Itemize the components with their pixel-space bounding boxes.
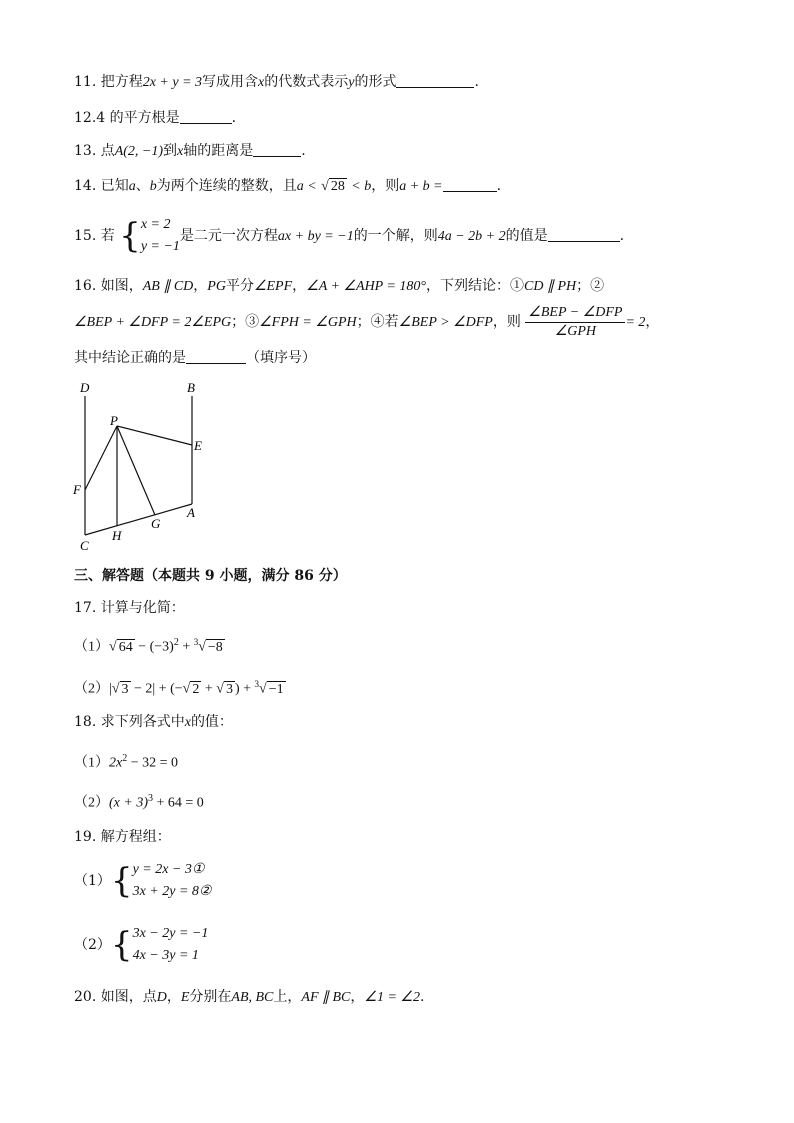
question-text: 的形式 [354, 74, 397, 90]
part-number: （2） [74, 681, 109, 697]
label-A: A [187, 505, 195, 520]
question-19-part-1 [74, 856, 211, 906]
radical-sign: √ [109, 639, 117, 655]
question-text: ，下列结论：① [426, 278, 525, 294]
question-16 [74, 276, 604, 297]
angle: ∠EPF [253, 279, 293, 294]
label-C: C [80, 538, 89, 553]
question-number: 13. [74, 143, 97, 159]
question-text: 为两个连续的整数，且 [156, 178, 297, 194]
expression: ) + [234, 681, 255, 697]
question-text: 的值是 [505, 228, 548, 244]
radicand: 3 [225, 681, 233, 697]
condition: AF ∥ BC [301, 990, 351, 1005]
question-18-part-2 [74, 789, 204, 814]
answer-blank[interactable] [253, 142, 301, 157]
radical-sign: √ [259, 681, 267, 697]
question-text: 如图， [100, 278, 143, 294]
expression: 4a − 2b + 2 [437, 229, 506, 244]
question-text: ， [292, 278, 307, 294]
question-19-part-2 [74, 920, 208, 970]
segment-PG [117, 426, 155, 515]
question-text: ， [350, 989, 365, 1005]
variable: x [177, 144, 184, 159]
question-text: 平分 [225, 278, 254, 294]
answer-blank[interactable] [180, 109, 232, 124]
question-text: 若 [100, 228, 115, 244]
question-text: ， [166, 989, 181, 1005]
question-18 [74, 712, 233, 733]
radicand: 28 [330, 179, 345, 194]
radical-sign: √ [216, 681, 224, 697]
brace: { [110, 925, 133, 965]
question-text: 的值： [190, 714, 233, 730]
condition: ∠BEP > ∠DFP [398, 315, 493, 330]
conclusion: CD ∥ PH [524, 279, 577, 294]
question-16-line-2 [74, 302, 659, 343]
question-text: ，则 [492, 314, 521, 330]
segment-PE [117, 426, 192, 445]
equation: y = 2x − 3① [132, 862, 205, 877]
radical-sign: √ [198, 639, 206, 655]
answer-blank[interactable] [443, 177, 497, 192]
question-text: 上， [273, 989, 302, 1005]
question-11 [74, 72, 479, 93]
question-text: 20. 如图，点 [74, 989, 157, 1005]
exponent: 2 [122, 753, 128, 764]
question-number: 15. [74, 228, 97, 244]
line-CA [85, 504, 192, 535]
answer-blank[interactable] [186, 349, 246, 364]
segment-PF [85, 426, 117, 490]
question-number: 16. [74, 278, 97, 294]
radicand: 3 [121, 681, 129, 697]
question-text: 到 [163, 143, 178, 159]
part-number: （1） [74, 639, 109, 655]
question-number: 12. [74, 110, 97, 126]
question-text: ， [193, 278, 208, 294]
expression: − 2| [130, 681, 156, 697]
radical-sign: √ [111, 681, 120, 697]
brace: { [119, 216, 141, 256]
label-G: G [151, 516, 161, 531]
section-heading: 三、解答题（本题共 9 小题，满分 86 分） [74, 568, 347, 584]
question-text: 分别在 [189, 989, 232, 1005]
question-number: 11. [74, 74, 97, 90]
question-16-line-3 [74, 348, 316, 368]
question-17-part-1 [74, 632, 225, 658]
equation-system [141, 214, 180, 258]
part-number: （1） [74, 755, 109, 771]
question-text: ， [645, 314, 660, 330]
operator: + [201, 681, 217, 697]
variable: x [184, 715, 191, 730]
conclusion: ∠FPH = ∠GPH [259, 315, 357, 330]
question-19: 19. 解方程组： [74, 829, 171, 845]
operator: + [178, 639, 194, 655]
expression: a + b = [399, 179, 443, 194]
question-text: 、 [135, 178, 150, 194]
expression: − (−3) [134, 639, 174, 655]
period: . [474, 74, 479, 90]
variable: y [348, 75, 355, 90]
radicand: −8 [207, 639, 223, 655]
fraction-numerator: ∠BEP − ∠DFP [525, 304, 625, 323]
expression: (x + 3) [109, 795, 148, 811]
question-14 [74, 176, 501, 197]
absolute-bar: | [109, 681, 112, 697]
question-text: 18. 求下列各式中 [74, 714, 185, 730]
question-text: 其中结论正确的是 [74, 350, 186, 366]
expression: 2x [109, 755, 123, 771]
question-12 [74, 108, 236, 128]
part-number: （2） [74, 937, 111, 953]
question-text: 把方程 [100, 74, 143, 90]
equation: 3x − 2y = −1 [132, 926, 209, 941]
condition: ∠A + ∠AHP = 180° [306, 279, 427, 294]
radicand: 2 [192, 681, 200, 697]
equation: = 2 [625, 315, 646, 330]
equation-system [133, 859, 212, 903]
equation-system [133, 923, 209, 967]
segment: AB, BC [231, 990, 274, 1005]
question-13 [74, 141, 306, 162]
question-text: ，则 [371, 178, 400, 194]
label-B: B [187, 380, 195, 395]
question-text: ；② [576, 278, 605, 294]
condition: ∠1 = ∠2 [364, 990, 420, 1005]
label-F: F [73, 482, 81, 497]
label-D: D [80, 380, 90, 395]
point: A(2, −1) [114, 144, 164, 159]
question-17: 17. 计算与化简： [74, 600, 185, 616]
question-text: （填序号） [246, 350, 316, 366]
variable: a [128, 179, 136, 194]
variable: x [258, 75, 265, 90]
question-text: 轴的距离是 [183, 143, 254, 159]
period: . [231, 110, 237, 126]
equation: ax + by = −1 [277, 229, 354, 244]
period: . [301, 143, 306, 159]
condition: AB ∥ CD [142, 279, 194, 294]
part-number: （1） [74, 873, 111, 889]
variable: b [149, 179, 157, 194]
radical-sign: √ [321, 179, 329, 194]
exponent: 2 [173, 637, 179, 648]
question-text: 的代数式表示 [264, 74, 349, 90]
equation: x = 2 [140, 217, 171, 232]
question-20 [74, 987, 424, 1008]
question-text: 的一个解，则 [353, 228, 438, 244]
geometry-figure [70, 378, 210, 553]
expression: − 32 = 0 [127, 755, 179, 771]
equation: 3x + 2y = 8② [132, 884, 212, 899]
period: . [619, 228, 625, 244]
equation: y = −1 [140, 239, 180, 254]
root-index: 3 [193, 637, 199, 647]
label-P: P [110, 413, 118, 428]
fraction [525, 304, 625, 341]
inequality: < b [351, 179, 372, 194]
question-text: ；④若 [356, 314, 399, 330]
point: D [156, 990, 167, 1005]
question-17-part-2 [74, 674, 286, 700]
part-number: （2） [74, 795, 109, 811]
expression: + (− [155, 681, 183, 697]
radicand: −1 [268, 681, 284, 697]
segment: PG [207, 279, 226, 294]
question-text: 写成用含 [202, 74, 259, 90]
inequality: a < [296, 179, 317, 194]
label-H: H [112, 528, 122, 543]
question-text: ；③ [231, 314, 260, 330]
equation: 2x + y = 3 [142, 75, 203, 90]
question-text: 4 的平方根是 [96, 110, 180, 126]
expression: + 64 = 0 [153, 795, 204, 811]
period: . [419, 989, 425, 1005]
question-text: 点 [100, 143, 115, 159]
period: . [496, 178, 502, 194]
radical-sign: √ [182, 681, 191, 697]
radicand: 64 [118, 639, 133, 655]
point: E [180, 990, 190, 1005]
exponent: 3 [148, 793, 153, 804]
question-18-part-1 [74, 749, 178, 774]
brace: { [110, 861, 133, 901]
question-15 [74, 214, 624, 259]
answer-blank[interactable] [396, 73, 474, 88]
equation: 4x − 3y = 1 [132, 948, 199, 963]
question-number: 14. [74, 178, 97, 194]
fraction-denominator: ∠GPH [554, 323, 597, 339]
conclusion: ∠BEP + ∠DFP = 2∠EPG [74, 315, 232, 330]
label-E: E [194, 438, 202, 453]
root-index: 3 [254, 679, 259, 689]
answer-blank[interactable] [548, 227, 620, 242]
question-text: 已知 [100, 178, 129, 194]
question-text: 是二元一次方程 [179, 228, 278, 244]
